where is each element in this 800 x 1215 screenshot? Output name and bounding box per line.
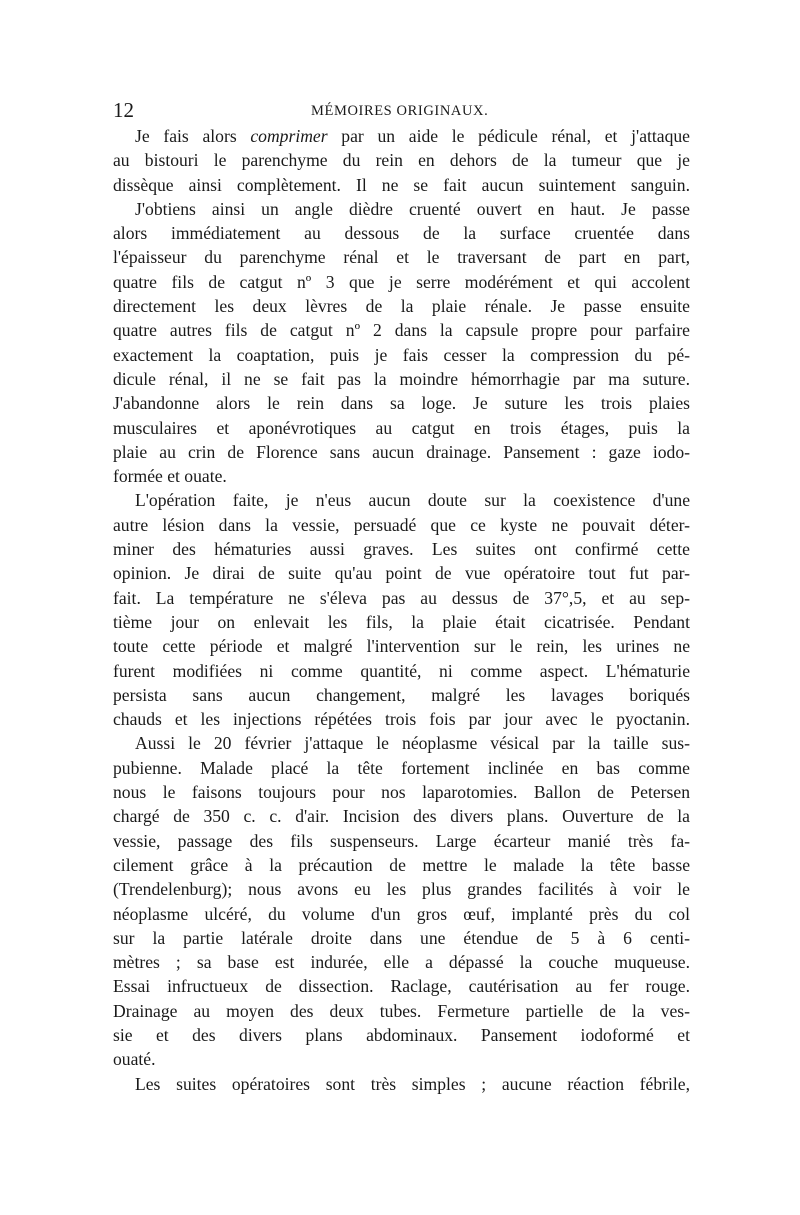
text-line: Les suites opératoires sont très simples ; aucune réaction fébrile, bbox=[135, 1073, 690, 1094]
text-line: directement les deux lèvres de la plaie rénale. Je passe ensuite bbox=[113, 296, 690, 317]
page-header bbox=[113, 96, 693, 124]
text-line: furent modifiées ni comme quantité, ni comme aspect. L'hématurie bbox=[113, 660, 690, 681]
text-line: Essai infructueux de dissection. Raclage, cautérisation au fer rouge. bbox=[113, 976, 690, 997]
text-line: l'épaisseur du parenchyme rénal et le traversant de part en part, bbox=[113, 247, 690, 268]
italic-word: comprimer bbox=[250, 126, 328, 146]
text-line: L'opération faite, je n'eus aucun doute sur la coexistence d'une bbox=[135, 490, 690, 511]
text-line: autre lésion dans la vessie, persuadé que ce kyste ne pouvait déter- bbox=[113, 514, 690, 535]
text-line: (Trendelenburg); nous avons eu les plus grandes facilités à voir le bbox=[113, 879, 690, 900]
text-line: J'abandonne alors le rein dans sa loge. Je suture les trois plaies bbox=[113, 393, 690, 414]
text-line: miner des hématuries aussi graves. Les suites ont confirmé cette bbox=[113, 539, 690, 560]
text-line: Drainage au moyen des deux tubes. Fermeture partielle de la ves- bbox=[113, 1000, 690, 1021]
text-line: vessie, passage des fils suspenseurs. Large écarteur manié très fa- bbox=[113, 830, 690, 851]
text-line: opinion. Je dirai de suite qu'au point de vue opératoire tout fut par- bbox=[113, 563, 690, 584]
text-line: quatre fils de catgut nº 3 que je serre modérément et qui accolent bbox=[113, 271, 690, 292]
text-line: chauds et les injections répétées trois fois par jour avec le pyoctanin. bbox=[113, 709, 690, 730]
text-line: pubienne. Malade placé la tête fortement inclinée en bas comme bbox=[113, 757, 690, 778]
text-line: J'obtiens ainsi un angle dièdre cruenté ouvert en haut. Je passe bbox=[135, 198, 690, 219]
text-line: quatre autres fils de catgut nº 2 dans la capsule propre pour parfaire bbox=[113, 320, 690, 341]
text-line: tième jour on enlevait les fils, la plaie était cicatrisée. Pendant bbox=[113, 611, 690, 632]
text-line: néoplasme ulcéré, du volume d'un gros œuf, implanté près du col bbox=[113, 903, 690, 924]
text-line: dissèque ainsi complètement. Il ne se fait aucun suintement sanguin. bbox=[113, 174, 690, 195]
text-line: nous le faisons toujours pour nos laparotomies. Ballon de Petersen bbox=[113, 782, 690, 803]
text-line: mètres ; sa base est indurée, elle a dépassé la couche muqueuse. bbox=[113, 952, 690, 973]
text-line: plaie au crin de Florence sans aucun drainage. Pansement : gaze iodo- bbox=[113, 441, 690, 462]
text-line: toute cette période et malgré l'intervention sur le rein, les urines ne bbox=[113, 636, 690, 657]
text-line: sie et des divers plans abdominaux. Pansement iodoformé et bbox=[113, 1024, 690, 1045]
text-line: dicule rénal, il ne se fait pas la moindre hémorrhagie par ma suture. bbox=[113, 368, 690, 389]
text-line: sur la partie latérale droite dans une étendue de 5 à 6 centi- bbox=[113, 927, 690, 948]
text-line: exactement la coaptation, puis je fais cesser la compression du pé- bbox=[113, 344, 690, 365]
page-number: 12 bbox=[113, 98, 134, 122]
text-line: cilement grâce à la précaution de mettre le malade la tête basse bbox=[113, 854, 690, 875]
text-line: Je fais alors comprimer par un aide le pédicule rénal, et j'attaque bbox=[135, 126, 690, 146]
text-line: au bistouri le parenchyme du rein en dehors de la tumeur que je bbox=[113, 150, 690, 171]
text-line: chargé de 350 c. c. d'air. Incision des divers plans. Ouverture de la bbox=[113, 806, 690, 827]
text-line: Aussi le 20 février j'attaque le néoplasme vésical par la taille sus- bbox=[135, 733, 690, 754]
running-title: MÉMOIRES ORIGINAUX. bbox=[311, 103, 489, 119]
text-line: persista sans aucun changement, malgré les lavages boriqués bbox=[113, 684, 690, 705]
body-text bbox=[113, 124, 690, 1096]
text-line: fait. La température ne s'éleva pas au dessus de 37°,5, et au sep- bbox=[113, 587, 690, 608]
text-line: ouaté. bbox=[113, 1049, 156, 1070]
text-line: musculaires et aponévrotiques au catgut en trois étages, puis la bbox=[113, 417, 690, 438]
text-line: formée et ouate. bbox=[113, 466, 227, 487]
text-line: alors immédiatement au dessous de la surface cruentée dans bbox=[113, 223, 690, 244]
